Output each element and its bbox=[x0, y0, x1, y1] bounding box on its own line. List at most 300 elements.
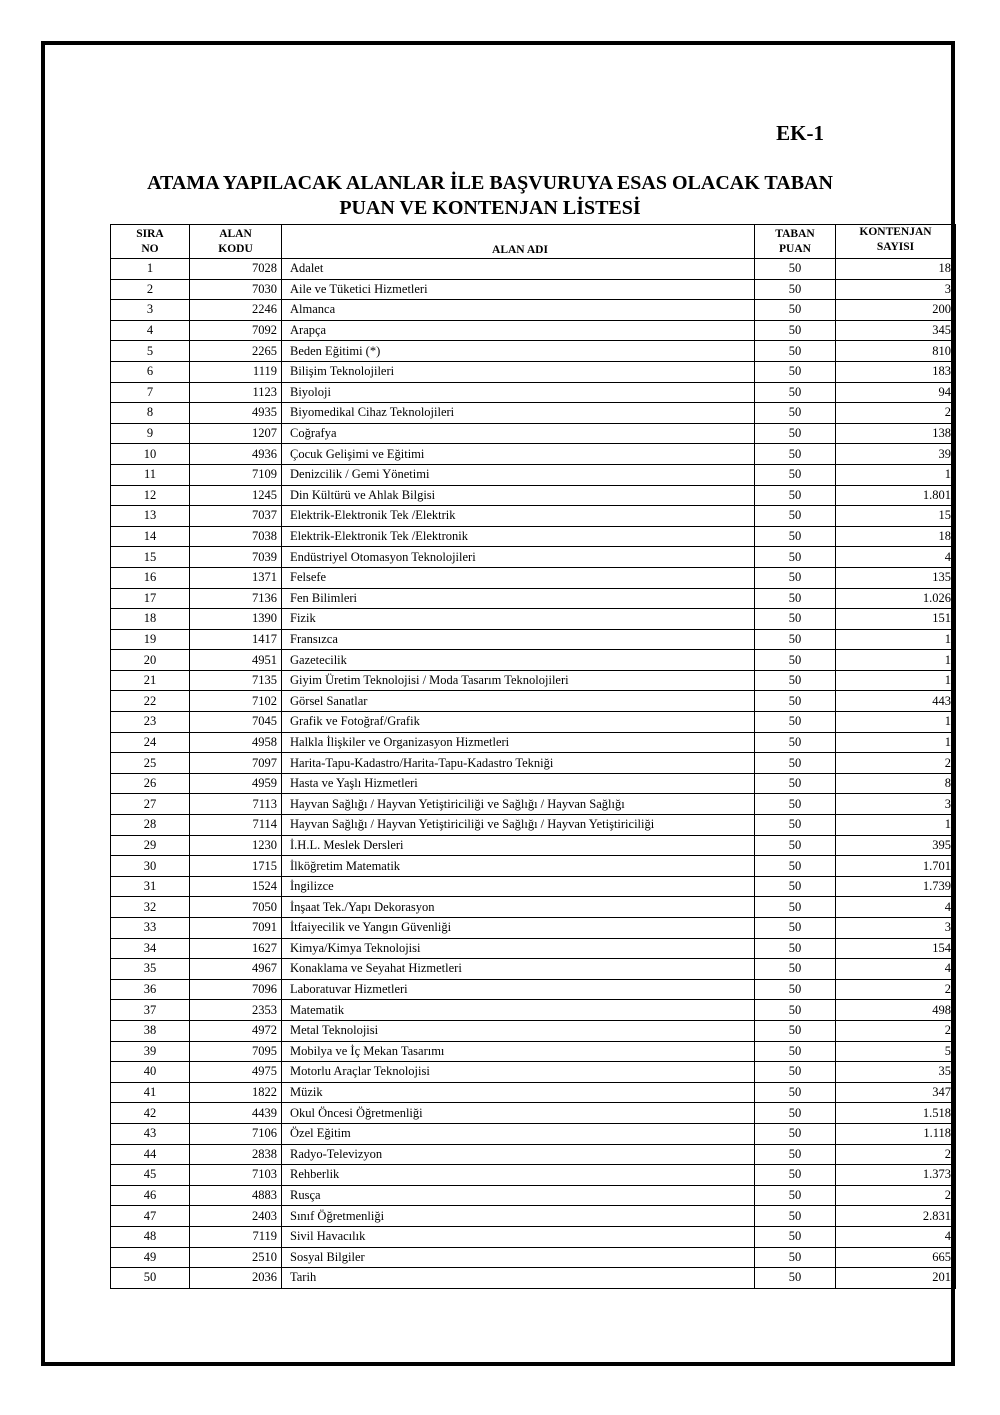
cell-sira-no: 30 bbox=[111, 856, 190, 877]
cell-taban-puan: 50 bbox=[755, 918, 836, 939]
cell-alan-adi: Sosyal Bilgiler bbox=[282, 1247, 755, 1268]
table-row bbox=[111, 259, 956, 280]
cell-alan-kodu: 4951 bbox=[190, 650, 282, 671]
cell-kontenjan: 1.801 bbox=[836, 485, 956, 506]
cell-alan-kodu: 2246 bbox=[190, 300, 282, 321]
cell-sira-no: 25 bbox=[111, 753, 190, 774]
cell-taban-puan: 50 bbox=[755, 938, 836, 959]
cell-kontenjan: 151 bbox=[836, 609, 956, 630]
cell-sira-no: 47 bbox=[111, 1206, 190, 1227]
cell-sira-no: 50 bbox=[111, 1268, 190, 1289]
cell-alan-kodu: 1207 bbox=[190, 423, 282, 444]
table-row bbox=[111, 444, 956, 465]
cell-taban-puan: 50 bbox=[755, 1020, 836, 1041]
cell-alan-adi: Sivil Havacılık bbox=[282, 1226, 755, 1247]
cell-sira-no: 20 bbox=[111, 650, 190, 671]
table-row bbox=[111, 279, 956, 300]
cell-taban-puan: 50 bbox=[755, 1185, 836, 1206]
cell-kontenjan: 2 bbox=[836, 1185, 956, 1206]
table-row bbox=[111, 567, 956, 588]
cell-sira-no: 3 bbox=[111, 300, 190, 321]
cell-sira-no: 49 bbox=[111, 1247, 190, 1268]
cell-alan-adi: İtfaiyecilik ve Yangın Güvenliği bbox=[282, 918, 755, 939]
cell-taban-puan: 50 bbox=[755, 567, 836, 588]
cell-taban-puan: 50 bbox=[755, 1062, 836, 1083]
cell-taban-puan: 50 bbox=[755, 403, 836, 424]
table-row bbox=[111, 629, 956, 650]
cell-taban-puan: 50 bbox=[755, 485, 836, 506]
cell-taban-puan: 50 bbox=[755, 341, 836, 362]
table-row bbox=[111, 1226, 956, 1247]
cell-kontenjan: 2 bbox=[836, 979, 956, 1000]
cell-alan-kodu: 1230 bbox=[190, 835, 282, 856]
cell-alan-kodu: 7092 bbox=[190, 320, 282, 341]
cell-alan-kodu: 7091 bbox=[190, 918, 282, 939]
cell-kontenjan: 1.518 bbox=[836, 1103, 956, 1124]
cell-taban-puan: 50 bbox=[755, 712, 836, 733]
table-row bbox=[111, 1206, 956, 1227]
cell-sira-no: 17 bbox=[111, 588, 190, 609]
cell-sira-no: 48 bbox=[111, 1226, 190, 1247]
cell-alan-adi: Arapça bbox=[282, 320, 755, 341]
table-row bbox=[111, 1247, 956, 1268]
cell-alan-adi: Kimya/Kimya Teknolojisi bbox=[282, 938, 755, 959]
cell-alan-adi: Grafik ve Fotoğraf/Grafik bbox=[282, 712, 755, 733]
cell-alan-kodu: 7050 bbox=[190, 897, 282, 918]
cell-alan-adi: Matematik bbox=[282, 1000, 755, 1021]
cell-sira-no: 13 bbox=[111, 506, 190, 527]
cell-taban-puan: 50 bbox=[755, 1268, 836, 1289]
table-row bbox=[111, 341, 956, 362]
cell-sira-no: 19 bbox=[111, 629, 190, 650]
cell-sira-no: 14 bbox=[111, 526, 190, 547]
cell-alan-adi: İlköğretim Matematik bbox=[282, 856, 755, 877]
cell-sira-no: 43 bbox=[111, 1123, 190, 1144]
cell-alan-adi: Hayvan Sağlığı / Hayvan Yetiştiriciliği ve Sağlığı / Hayvan Yetiştiriciliği bbox=[282, 815, 755, 836]
cell-kontenjan: 1.701 bbox=[836, 856, 956, 877]
cell-taban-puan: 50 bbox=[755, 1041, 836, 1062]
cell-sira-no: 16 bbox=[111, 567, 190, 588]
cell-sira-no: 10 bbox=[111, 444, 190, 465]
cell-kontenjan: 1 bbox=[836, 464, 956, 485]
table-row bbox=[111, 1041, 956, 1062]
cell-sira-no: 35 bbox=[111, 959, 190, 980]
cell-taban-puan: 50 bbox=[755, 259, 836, 280]
cell-sira-no: 7 bbox=[111, 382, 190, 403]
cell-alan-kodu: 7096 bbox=[190, 979, 282, 1000]
cell-alan-kodu: 1524 bbox=[190, 876, 282, 897]
cell-alan-adi: Müzik bbox=[282, 1082, 755, 1103]
table-row bbox=[111, 670, 956, 691]
cell-alan-adi: Metal Teknolojisi bbox=[282, 1020, 755, 1041]
cell-alan-adi: Sınıf Öğretmenliği bbox=[282, 1206, 755, 1227]
cell-alan-adi: Mobilya ve İç Mekan Tasarımı bbox=[282, 1041, 755, 1062]
cell-kontenjan: 154 bbox=[836, 938, 956, 959]
cell-kontenjan: 138 bbox=[836, 423, 956, 444]
cell-sira-no: 21 bbox=[111, 670, 190, 691]
cell-taban-puan: 50 bbox=[755, 444, 836, 465]
cell-sira-no: 39 bbox=[111, 1041, 190, 1062]
cell-alan-adi: Endüstriyel Otomasyon Teknolojileri bbox=[282, 547, 755, 568]
cell-alan-adi: Konaklama ve Seyahat Hizmetleri bbox=[282, 959, 755, 980]
cell-kontenjan: 201 bbox=[836, 1268, 956, 1289]
cell-kontenjan: 395 bbox=[836, 835, 956, 856]
cell-alan-kodu: 7028 bbox=[190, 259, 282, 280]
cell-kontenjan: 15 bbox=[836, 506, 956, 527]
table-row bbox=[111, 300, 956, 321]
cell-kontenjan: 4 bbox=[836, 897, 956, 918]
table-row bbox=[111, 918, 956, 939]
cell-alan-adi: Elektrik-Elektronik Tek /Elektronik bbox=[282, 526, 755, 547]
cell-kontenjan: 3 bbox=[836, 918, 956, 939]
cell-kontenjan: 200 bbox=[836, 300, 956, 321]
title-line-1: ATAMA YAPILACAK ALANLAR İLE BAŞVURUYA ESAS OLACAK TABAN bbox=[147, 172, 833, 194]
table-row bbox=[111, 876, 956, 897]
cell-alan-adi: Laboratuvar Hizmetleri bbox=[282, 979, 755, 1000]
table-row bbox=[111, 691, 956, 712]
cell-alan-kodu: 7030 bbox=[190, 279, 282, 300]
table-row bbox=[111, 1082, 956, 1103]
cell-alan-adi: Motorlu Araçlar Teknolojisi bbox=[282, 1062, 755, 1083]
cell-alan-adi: İnşaat Tek./Yapı Dekorasyon bbox=[282, 897, 755, 918]
quota-table bbox=[110, 224, 956, 1289]
cell-alan-kodu: 7038 bbox=[190, 526, 282, 547]
cell-alan-adi: İngilizce bbox=[282, 876, 755, 897]
cell-taban-puan: 50 bbox=[755, 1000, 836, 1021]
table-row bbox=[111, 1020, 956, 1041]
table-row bbox=[111, 361, 956, 382]
cell-alan-kodu: 1627 bbox=[190, 938, 282, 959]
cell-sira-no: 23 bbox=[111, 712, 190, 733]
cell-alan-adi: Almanca bbox=[282, 300, 755, 321]
cell-sira-no: 24 bbox=[111, 732, 190, 753]
cell-alan-adi: Çocuk Gelişimi ve Eğitimi bbox=[282, 444, 755, 465]
table-row bbox=[111, 959, 956, 980]
cell-alan-adi: Coğrafya bbox=[282, 423, 755, 444]
cell-alan-kodu: 1390 bbox=[190, 609, 282, 630]
header-kontenjan-sayisi bbox=[836, 225, 956, 259]
cell-sira-no: 34 bbox=[111, 938, 190, 959]
cell-alan-adi: Fen Bilimleri bbox=[282, 588, 755, 609]
table-row bbox=[111, 423, 956, 444]
header-sira-line1: SIRA bbox=[136, 227, 164, 240]
cell-sira-no: 22 bbox=[111, 691, 190, 712]
cell-taban-puan: 50 bbox=[755, 691, 836, 712]
cell-sira-no: 29 bbox=[111, 835, 190, 856]
table-row bbox=[111, 1268, 956, 1289]
cell-alan-adi: İ.H.L. Meslek Dersleri bbox=[282, 835, 755, 856]
cell-alan-kodu: 7037 bbox=[190, 506, 282, 527]
cell-sira-no: 28 bbox=[111, 815, 190, 836]
cell-taban-puan: 50 bbox=[755, 959, 836, 980]
table-row bbox=[111, 320, 956, 341]
cell-alan-adi: Görsel Sanatlar bbox=[282, 691, 755, 712]
cell-taban-puan: 50 bbox=[755, 279, 836, 300]
table-row bbox=[111, 732, 956, 753]
cell-alan-kodu: 4935 bbox=[190, 403, 282, 424]
cell-taban-puan: 50 bbox=[755, 1206, 836, 1227]
document-title bbox=[0, 171, 980, 221]
header-alan-adi: ALAN ADI bbox=[282, 225, 755, 259]
cell-kontenjan: 347 bbox=[836, 1082, 956, 1103]
cell-taban-puan: 50 bbox=[755, 506, 836, 527]
cell-kontenjan: 1 bbox=[836, 712, 956, 733]
cell-kontenjan: 94 bbox=[836, 382, 956, 403]
cell-sira-no: 1 bbox=[111, 259, 190, 280]
cell-alan-adi: Aile ve Tüketici Hizmetleri bbox=[282, 279, 755, 300]
cell-alan-kodu: 2838 bbox=[190, 1144, 282, 1165]
cell-kontenjan: 2 bbox=[836, 403, 956, 424]
cell-alan-kodu: 2036 bbox=[190, 1268, 282, 1289]
cell-alan-kodu: 7114 bbox=[190, 815, 282, 836]
table-row bbox=[111, 1103, 956, 1124]
cell-sira-no: 5 bbox=[111, 341, 190, 362]
cell-kontenjan: 665 bbox=[836, 1247, 956, 1268]
table-row bbox=[111, 794, 956, 815]
cell-kontenjan: 1 bbox=[836, 670, 956, 691]
table-row bbox=[111, 547, 956, 568]
cell-alan-adi: Denizcilik / Gemi Yönetimi bbox=[282, 464, 755, 485]
table-row bbox=[111, 938, 956, 959]
cell-taban-puan: 50 bbox=[755, 1123, 836, 1144]
header-kod-line2: KODU bbox=[218, 242, 253, 255]
cell-alan-kodu: 2353 bbox=[190, 1000, 282, 1021]
cell-kontenjan: 2 bbox=[836, 753, 956, 774]
cell-alan-kodu: 1371 bbox=[190, 567, 282, 588]
cell-alan-kodu: 1123 bbox=[190, 382, 282, 403]
cell-kontenjan: 1 bbox=[836, 732, 956, 753]
cell-kontenjan: 18 bbox=[836, 259, 956, 280]
cell-taban-puan: 50 bbox=[755, 300, 836, 321]
cell-sira-no: 4 bbox=[111, 320, 190, 341]
cell-kontenjan: 2.831 bbox=[836, 1206, 956, 1227]
cell-taban-puan: 50 bbox=[755, 423, 836, 444]
cell-alan-kodu: 4959 bbox=[190, 773, 282, 794]
cell-taban-puan: 50 bbox=[755, 794, 836, 815]
cell-kontenjan: 4 bbox=[836, 959, 956, 980]
cell-taban-puan: 50 bbox=[755, 526, 836, 547]
cell-alan-kodu: 1245 bbox=[190, 485, 282, 506]
cell-taban-puan: 50 bbox=[755, 1165, 836, 1186]
title-line-2: PUAN VE KONTENJAN LİSTESİ bbox=[339, 197, 641, 219]
cell-alan-adi: Adalet bbox=[282, 259, 755, 280]
header-sira-line2: NO bbox=[141, 242, 159, 255]
cell-taban-puan: 50 bbox=[755, 1082, 836, 1103]
header-alan-kodu bbox=[190, 225, 282, 259]
table-row bbox=[111, 979, 956, 1000]
header-kont-line1: KONTENJAN bbox=[859, 226, 932, 238]
cell-kontenjan: 8 bbox=[836, 773, 956, 794]
table-row bbox=[111, 526, 956, 547]
cell-alan-kodu: 7045 bbox=[190, 712, 282, 733]
cell-sira-no: 8 bbox=[111, 403, 190, 424]
cell-taban-puan: 50 bbox=[755, 1144, 836, 1165]
cell-alan-adi: Rehberlik bbox=[282, 1165, 755, 1186]
cell-kontenjan: 4 bbox=[836, 1226, 956, 1247]
cell-taban-puan: 50 bbox=[755, 773, 836, 794]
cell-alan-adi: Fransızca bbox=[282, 629, 755, 650]
cell-alan-adi: Beden Eğitimi (*) bbox=[282, 341, 755, 362]
cell-taban-puan: 50 bbox=[755, 609, 836, 630]
cell-kontenjan: 4 bbox=[836, 547, 956, 568]
cell-taban-puan: 50 bbox=[755, 588, 836, 609]
cell-alan-kodu: 4883 bbox=[190, 1185, 282, 1206]
cell-alan-adi: Biyoloji bbox=[282, 382, 755, 403]
table-row bbox=[111, 382, 956, 403]
header-sira-no bbox=[111, 225, 190, 259]
cell-sira-no: 15 bbox=[111, 547, 190, 568]
cell-alan-kodu: 7095 bbox=[190, 1041, 282, 1062]
cell-sira-no: 2 bbox=[111, 279, 190, 300]
header-puan-line2: PUAN bbox=[779, 242, 811, 255]
table-row bbox=[111, 897, 956, 918]
cell-taban-puan: 50 bbox=[755, 753, 836, 774]
cell-taban-puan: 50 bbox=[755, 897, 836, 918]
cell-alan-adi: Harita-Tapu-Kadastro/Harita-Tapu-Kadastro Tekniği bbox=[282, 753, 755, 774]
cell-alan-kodu: 4439 bbox=[190, 1103, 282, 1124]
cell-sira-no: 38 bbox=[111, 1020, 190, 1041]
cell-alan-kodu: 7109 bbox=[190, 464, 282, 485]
table-body bbox=[111, 259, 956, 1289]
table-row bbox=[111, 856, 956, 877]
cell-sira-no: 46 bbox=[111, 1185, 190, 1206]
cell-alan-adi: Elektrik-Elektronik Tek /Elektrik bbox=[282, 506, 755, 527]
table-row bbox=[111, 1144, 956, 1165]
cell-alan-adi: Felsefe bbox=[282, 567, 755, 588]
cell-alan-kodu: 1119 bbox=[190, 361, 282, 382]
table-row bbox=[111, 773, 956, 794]
cell-alan-kodu: 4975 bbox=[190, 1062, 282, 1083]
cell-alan-adi: Bilişim Teknolojileri bbox=[282, 361, 755, 382]
cell-alan-kodu: 4936 bbox=[190, 444, 282, 465]
table-row bbox=[111, 712, 956, 733]
cell-alan-kodu: 4967 bbox=[190, 959, 282, 980]
cell-taban-puan: 50 bbox=[755, 732, 836, 753]
cell-kontenjan: 498 bbox=[836, 1000, 956, 1021]
cell-kontenjan: 1 bbox=[836, 650, 956, 671]
cell-taban-puan: 50 bbox=[755, 320, 836, 341]
cell-kontenjan: 1.739 bbox=[836, 876, 956, 897]
cell-kontenjan: 1.118 bbox=[836, 1123, 956, 1144]
cell-kontenjan: 183 bbox=[836, 361, 956, 382]
cell-kontenjan: 345 bbox=[836, 320, 956, 341]
cell-alan-kodu: 2403 bbox=[190, 1206, 282, 1227]
cell-sira-no: 37 bbox=[111, 1000, 190, 1021]
header-taban-puan bbox=[755, 225, 836, 259]
cell-kontenjan: 443 bbox=[836, 691, 956, 712]
table-row bbox=[111, 1000, 956, 1021]
cell-sira-no: 12 bbox=[111, 485, 190, 506]
cell-alan-kodu: 7119 bbox=[190, 1226, 282, 1247]
cell-kontenjan: 1 bbox=[836, 815, 956, 836]
cell-taban-puan: 50 bbox=[755, 1247, 836, 1268]
cell-taban-puan: 50 bbox=[755, 547, 836, 568]
cell-taban-puan: 50 bbox=[755, 361, 836, 382]
table-row bbox=[111, 485, 956, 506]
cell-alan-kodu: 2265 bbox=[190, 341, 282, 362]
table-row bbox=[111, 403, 956, 424]
cell-sira-no: 41 bbox=[111, 1082, 190, 1103]
cell-alan-kodu: 1417 bbox=[190, 629, 282, 650]
table-row bbox=[111, 1185, 956, 1206]
cell-alan-kodu: 7039 bbox=[190, 547, 282, 568]
cell-sira-no: 9 bbox=[111, 423, 190, 444]
cell-sira-no: 26 bbox=[111, 773, 190, 794]
cell-alan-kodu: 7106 bbox=[190, 1123, 282, 1144]
cell-kontenjan: 18 bbox=[836, 526, 956, 547]
cell-kontenjan: 1 bbox=[836, 629, 956, 650]
header-kont-line2: SAYISI bbox=[876, 241, 915, 253]
cell-kontenjan: 135 bbox=[836, 567, 956, 588]
annex-label: EK-1 bbox=[776, 121, 824, 145]
cell-taban-puan: 50 bbox=[755, 1103, 836, 1124]
table-row bbox=[111, 464, 956, 485]
cell-alan-adi: Giyim Üretim Teknolojisi / Moda Tasarım Teknolojileri bbox=[282, 670, 755, 691]
cell-taban-puan: 50 bbox=[755, 629, 836, 650]
cell-sira-no: 18 bbox=[111, 609, 190, 630]
cell-taban-puan: 50 bbox=[755, 650, 836, 671]
cell-kontenjan: 3 bbox=[836, 279, 956, 300]
cell-sira-no: 32 bbox=[111, 897, 190, 918]
cell-sira-no: 27 bbox=[111, 794, 190, 815]
cell-sira-no: 36 bbox=[111, 979, 190, 1000]
cell-taban-puan: 50 bbox=[755, 979, 836, 1000]
cell-taban-puan: 50 bbox=[755, 670, 836, 691]
cell-alan-adi: Hasta ve Yaşlı Hizmetleri bbox=[282, 773, 755, 794]
cell-alan-adi: Gazetecilik bbox=[282, 650, 755, 671]
table-row bbox=[111, 1123, 956, 1144]
cell-taban-puan: 50 bbox=[755, 1226, 836, 1247]
cell-kontenjan: 5 bbox=[836, 1041, 956, 1062]
cell-sira-no: 31 bbox=[111, 876, 190, 897]
cell-taban-puan: 50 bbox=[755, 464, 836, 485]
cell-kontenjan: 1.373 bbox=[836, 1165, 956, 1186]
cell-kontenjan: 2 bbox=[836, 1144, 956, 1165]
cell-alan-kodu: 7135 bbox=[190, 670, 282, 691]
cell-alan-kodu: 4958 bbox=[190, 732, 282, 753]
table-row bbox=[111, 1165, 956, 1186]
cell-alan-kodu: 7136 bbox=[190, 588, 282, 609]
cell-alan-kodu: 7103 bbox=[190, 1165, 282, 1186]
cell-kontenjan: 39 bbox=[836, 444, 956, 465]
cell-kontenjan: 2 bbox=[836, 1020, 956, 1041]
cell-alan-adi: Hayvan Sağlığı / Hayvan Yetiştiriciliği ve Sağlığı / Hayvan Sağlığı bbox=[282, 794, 755, 815]
cell-alan-kodu: 7097 bbox=[190, 753, 282, 774]
cell-alan-adi: Fizik bbox=[282, 609, 755, 630]
cell-sira-no: 44 bbox=[111, 1144, 190, 1165]
table-row bbox=[111, 835, 956, 856]
table-row bbox=[111, 609, 956, 630]
cell-kontenjan: 3 bbox=[836, 794, 956, 815]
table-header-row bbox=[111, 225, 956, 259]
cell-taban-puan: 50 bbox=[755, 382, 836, 403]
cell-sira-no: 6 bbox=[111, 361, 190, 382]
cell-sira-no: 45 bbox=[111, 1165, 190, 1186]
cell-alan-kodu: 7113 bbox=[190, 794, 282, 815]
cell-alan-kodu: 2510 bbox=[190, 1247, 282, 1268]
cell-taban-puan: 50 bbox=[755, 835, 836, 856]
cell-taban-puan: 50 bbox=[755, 876, 836, 897]
table-row bbox=[111, 815, 956, 836]
header-puan-line1: TABAN bbox=[775, 227, 815, 240]
cell-alan-adi: Okul Öncesi Öğretmenliği bbox=[282, 1103, 755, 1124]
cell-alan-adi: Halkla İlişkiler ve Organizasyon Hizmetleri bbox=[282, 732, 755, 753]
cell-alan-adi: Din Kültürü ve Ahlak Bilgisi bbox=[282, 485, 755, 506]
cell-alan-adi: Radyo-Televizyon bbox=[282, 1144, 755, 1165]
table-row bbox=[111, 506, 956, 527]
cell-alan-adi: Özel Eğitim bbox=[282, 1123, 755, 1144]
cell-alan-kodu: 1822 bbox=[190, 1082, 282, 1103]
